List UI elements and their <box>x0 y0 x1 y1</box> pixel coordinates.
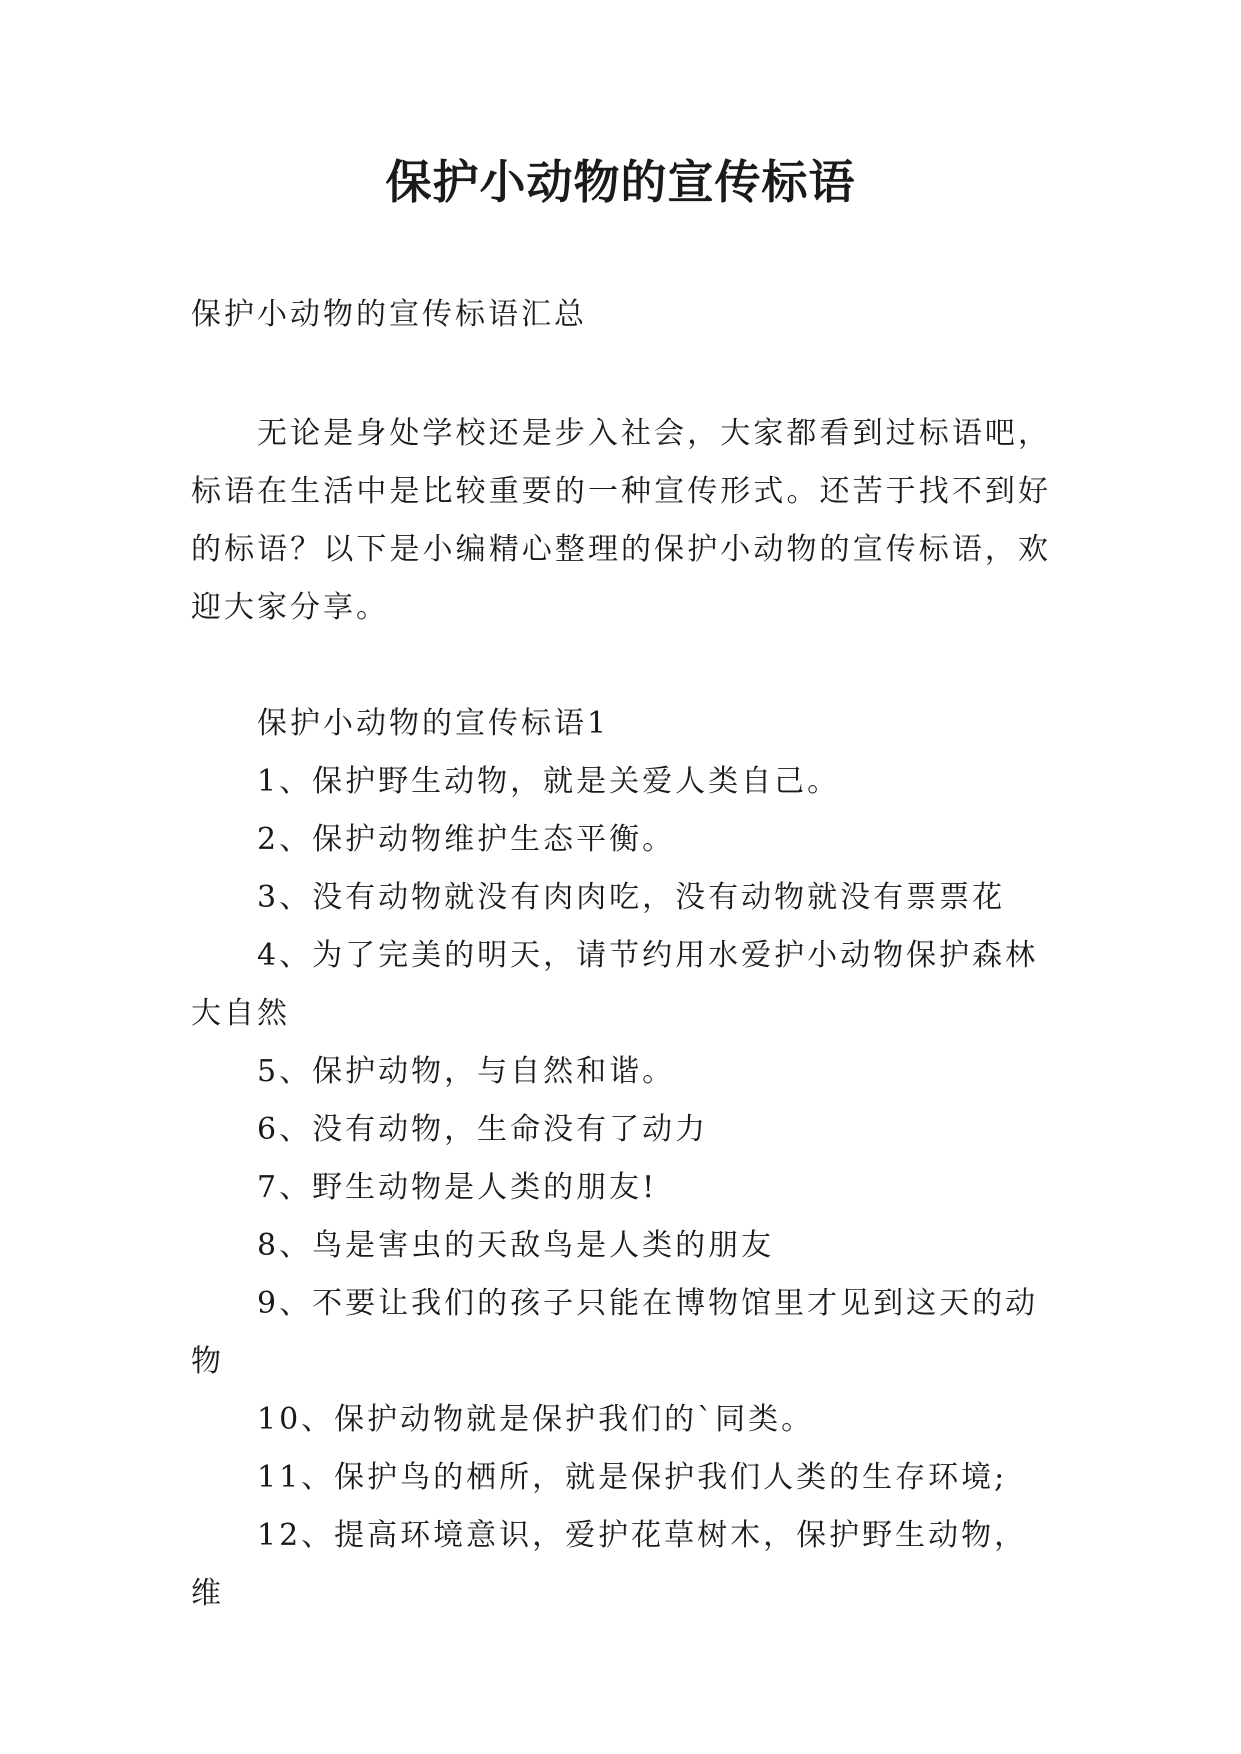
slogan-item: 1、保护野生动物，就是关爱人类自己。 <box>257 764 841 799</box>
slogan-item: 5、保护动物，与自然和谐。 <box>257 1054 676 1089</box>
slogan-item: 4、为了完美的明天，请节约用水爱护小动物保护森林大自然 <box>191 938 1039 1031</box>
slogan-item: 7、野生动物是人类的朋友! <box>257 1170 658 1205</box>
slogan-item: 9、不要让我们的孩子只能在博物馆里才见到这天的动物 <box>191 1286 1039 1379</box>
slogan-item: 12、提高环境意识，爱护花草树木，保护野生动物，维 <box>191 1518 1028 1611</box>
intro-paragraph: 无论是身处学校还是步入社会，大家都看到过标语吧，标语在生活中是比较重要的一种宣传形式。还苦于找不到好的标语？以下是小编精心整理的保护小动物的宣传标语，欢迎大家分享。 <box>191 416 1051 625</box>
section-heading: 保护小动物的宣传标语1 <box>257 706 610 741</box>
slogan-item: 3、没有动物就没有肉肉吃，没有动物就没有票票花 <box>257 880 1006 915</box>
slogan-item: 8、鸟是害虫的天敌鸟是人类的朋友 <box>257 1228 775 1263</box>
document-subtitle: 保护小动物的宣传标语汇总 <box>191 297 587 332</box>
slogan-item: 10、保护动物就是保护我们的`同类。 <box>257 1402 815 1437</box>
document-title: 保护小动物的宣传标语 <box>385 155 856 209</box>
slogan-item: 2、保护动物维护生态平衡。 <box>257 822 676 857</box>
slogan-item: 6、没有动物，生命没有了动力 <box>257 1112 709 1147</box>
slogan-list <box>191 695 1051 1623</box>
slogan-item: 11、保护鸟的栖所，就是保护我们人类的生存环境; <box>257 1460 1008 1495</box>
